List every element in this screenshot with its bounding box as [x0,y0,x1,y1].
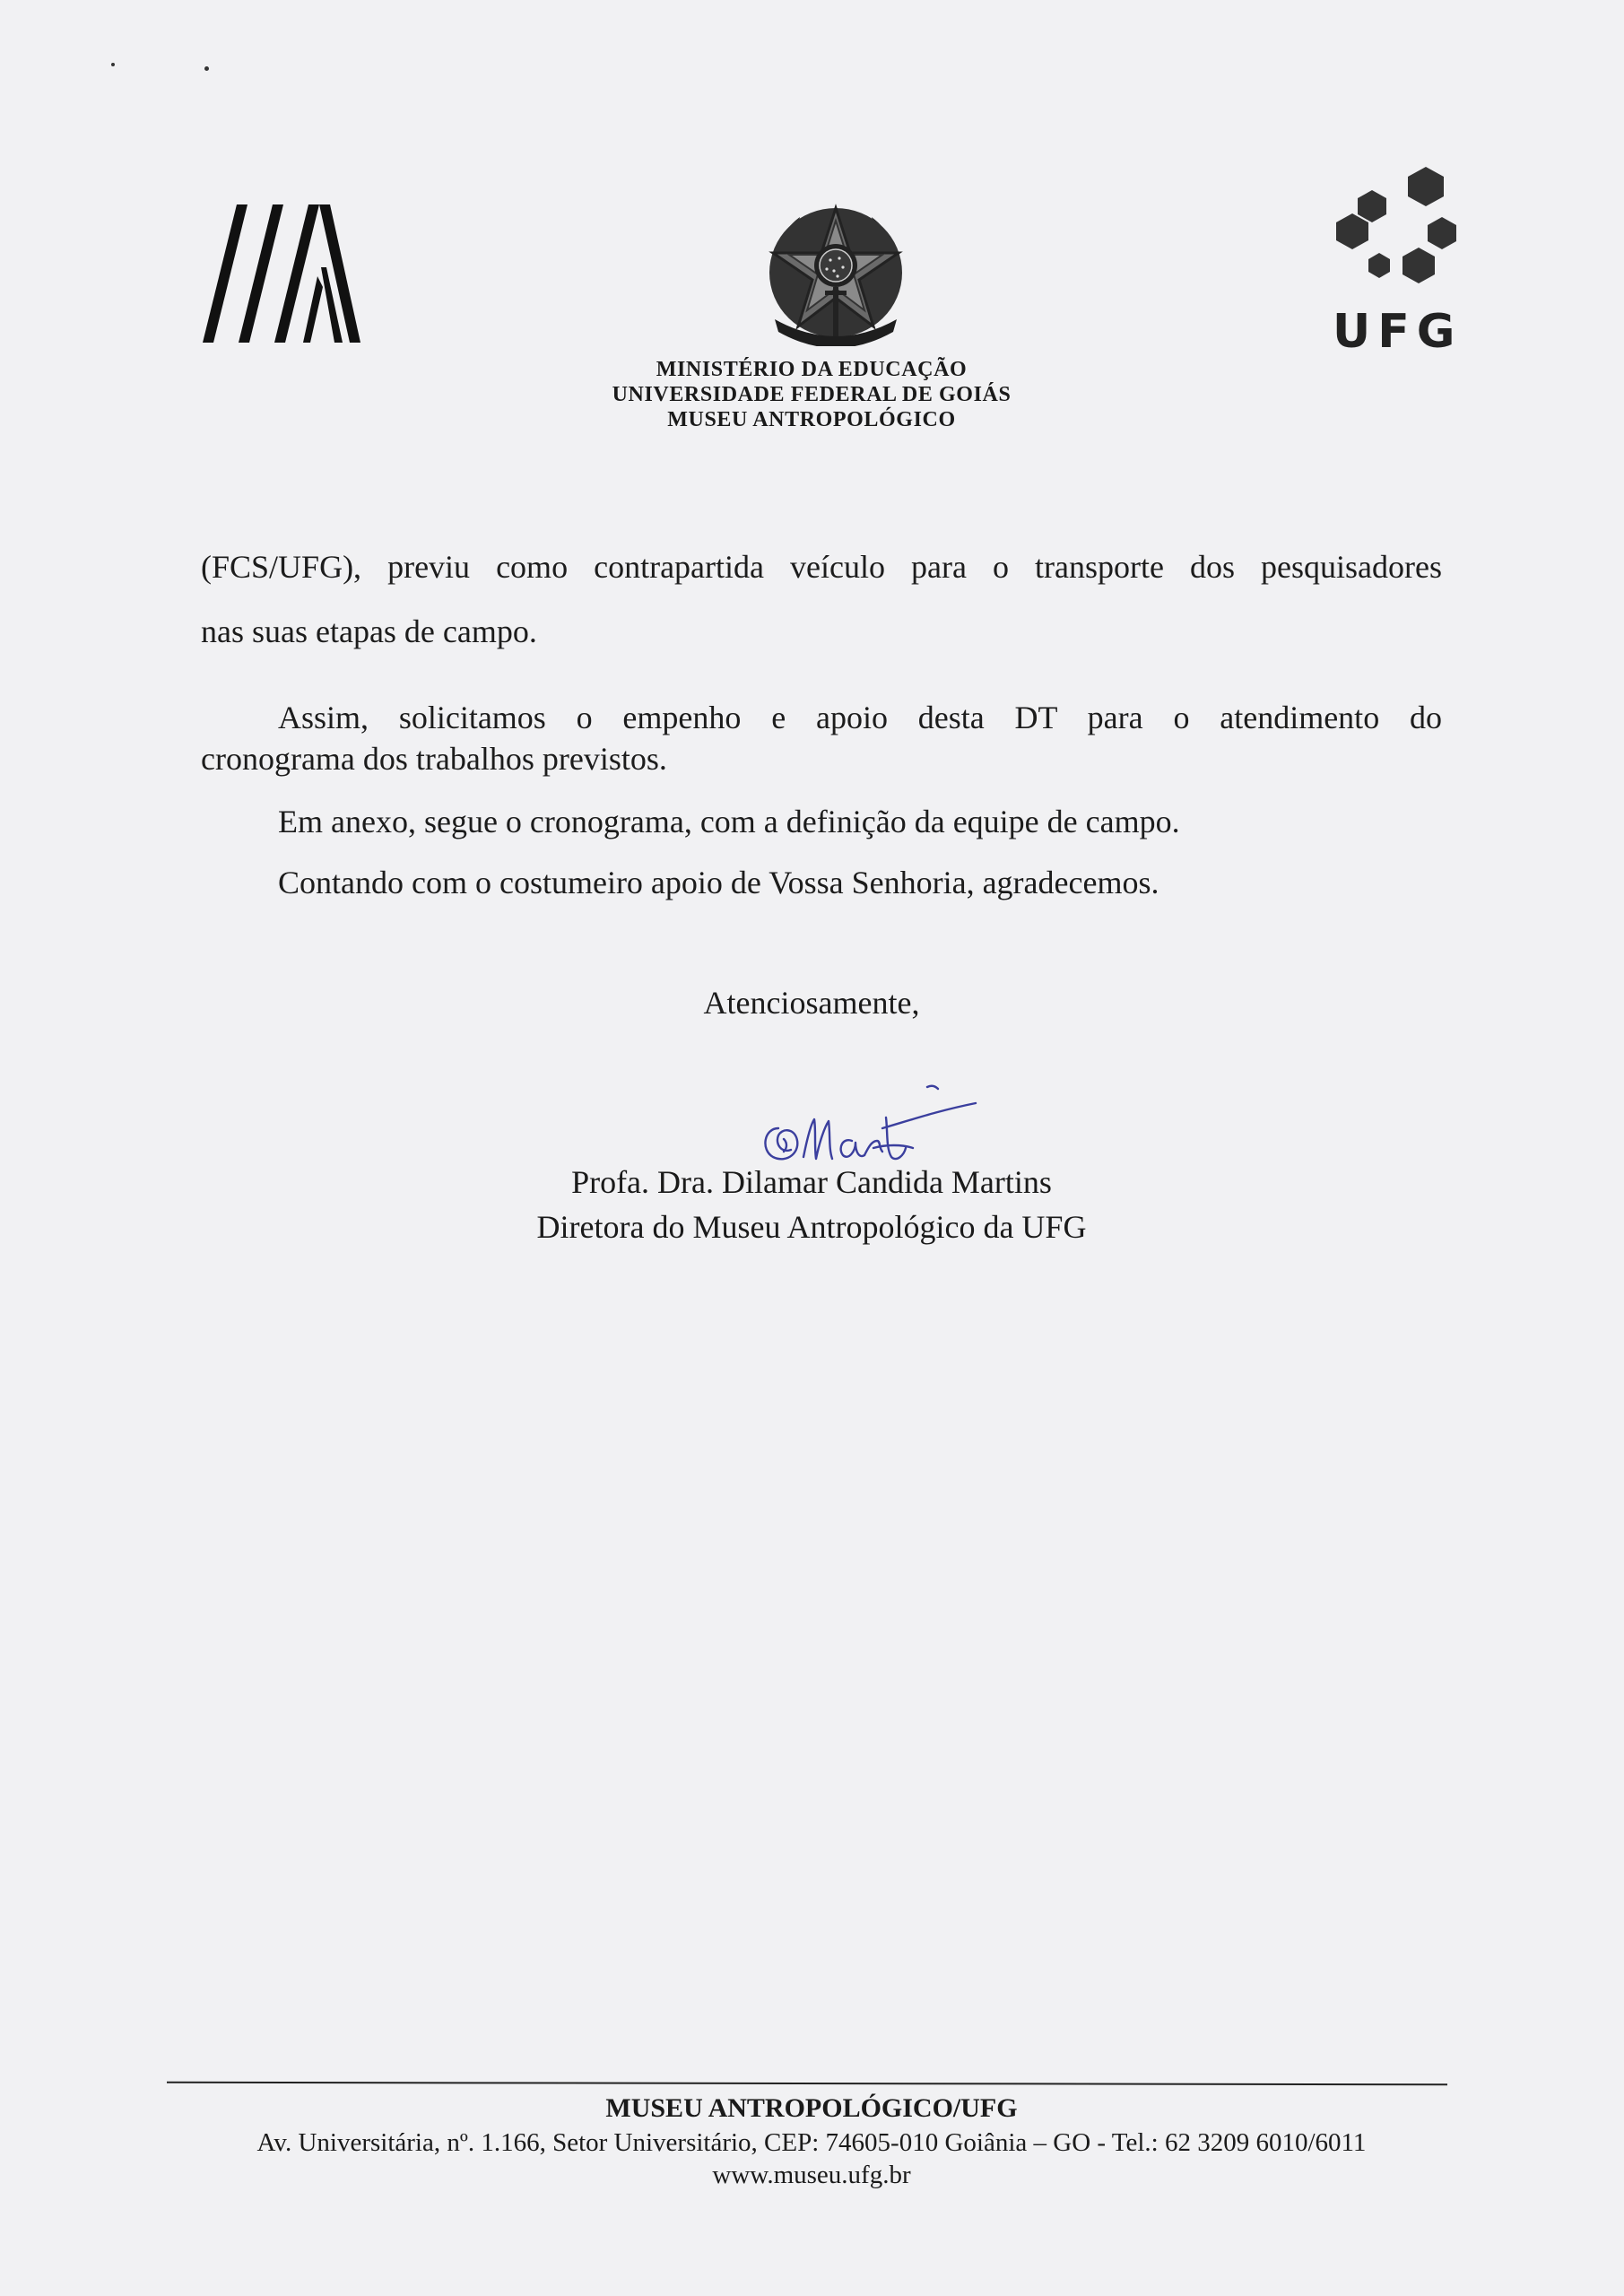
scan-speck [204,66,209,71]
header-university: UNIVERSIDADE FEDERAL DE GOIÁS [612,383,1012,406]
signatory-title: Diretora do Museu Antropológico da UFG [536,1209,1087,1245]
paragraph-3: Em anexo, segue o cronograma, com a definição da equipe de campo. [278,804,1180,839]
paragraph-2-line-2: cronograma dos trabalhos previstos. [201,741,667,777]
header-museum: MUSEU ANTROPOLÓGICO [667,408,956,431]
scan-speck [111,63,115,66]
footer-institution: MUSEU ANTROPOLÓGICO/UFG [605,2093,1018,2123]
footer-website: www.museu.ufg.br [712,2161,911,2189]
museum-logo-icon [203,204,360,343]
header-ministry: MINISTÉRIO DA EDUCAÇÃO [656,358,968,381]
signatory-name: Profa. Dra. Dilamar Candida Martins [571,1164,1052,1200]
ufg-logo-text: UFG [1333,305,1463,359]
paragraph-1-line-2: nas suas etapas de campo. [201,613,537,649]
footer-divider [167,2082,1447,2085]
paragraph-1-line-1: (FCS/UFG), previu como contrapartida veículo para o transporte dos pesquisadores [201,549,1442,585]
paragraph-4: Contando com o costumeiro apoio de Vossa Senhoria, agradecemos. [278,865,1159,900]
footer-address: Av. Universitária, nº. 1.166, Setor Universitário, CEP: 74605-010 Goiânia – GO - Tel.: 62 3209 6010/6011 [256,2128,1367,2157]
coat-of-arms-icon [764,201,908,346]
closing: Atenciosamente, [703,985,920,1021]
paragraph-2-line-1: Assim, solicitamos o empenho e apoio desta DT para o atendimento do [278,700,1442,735]
